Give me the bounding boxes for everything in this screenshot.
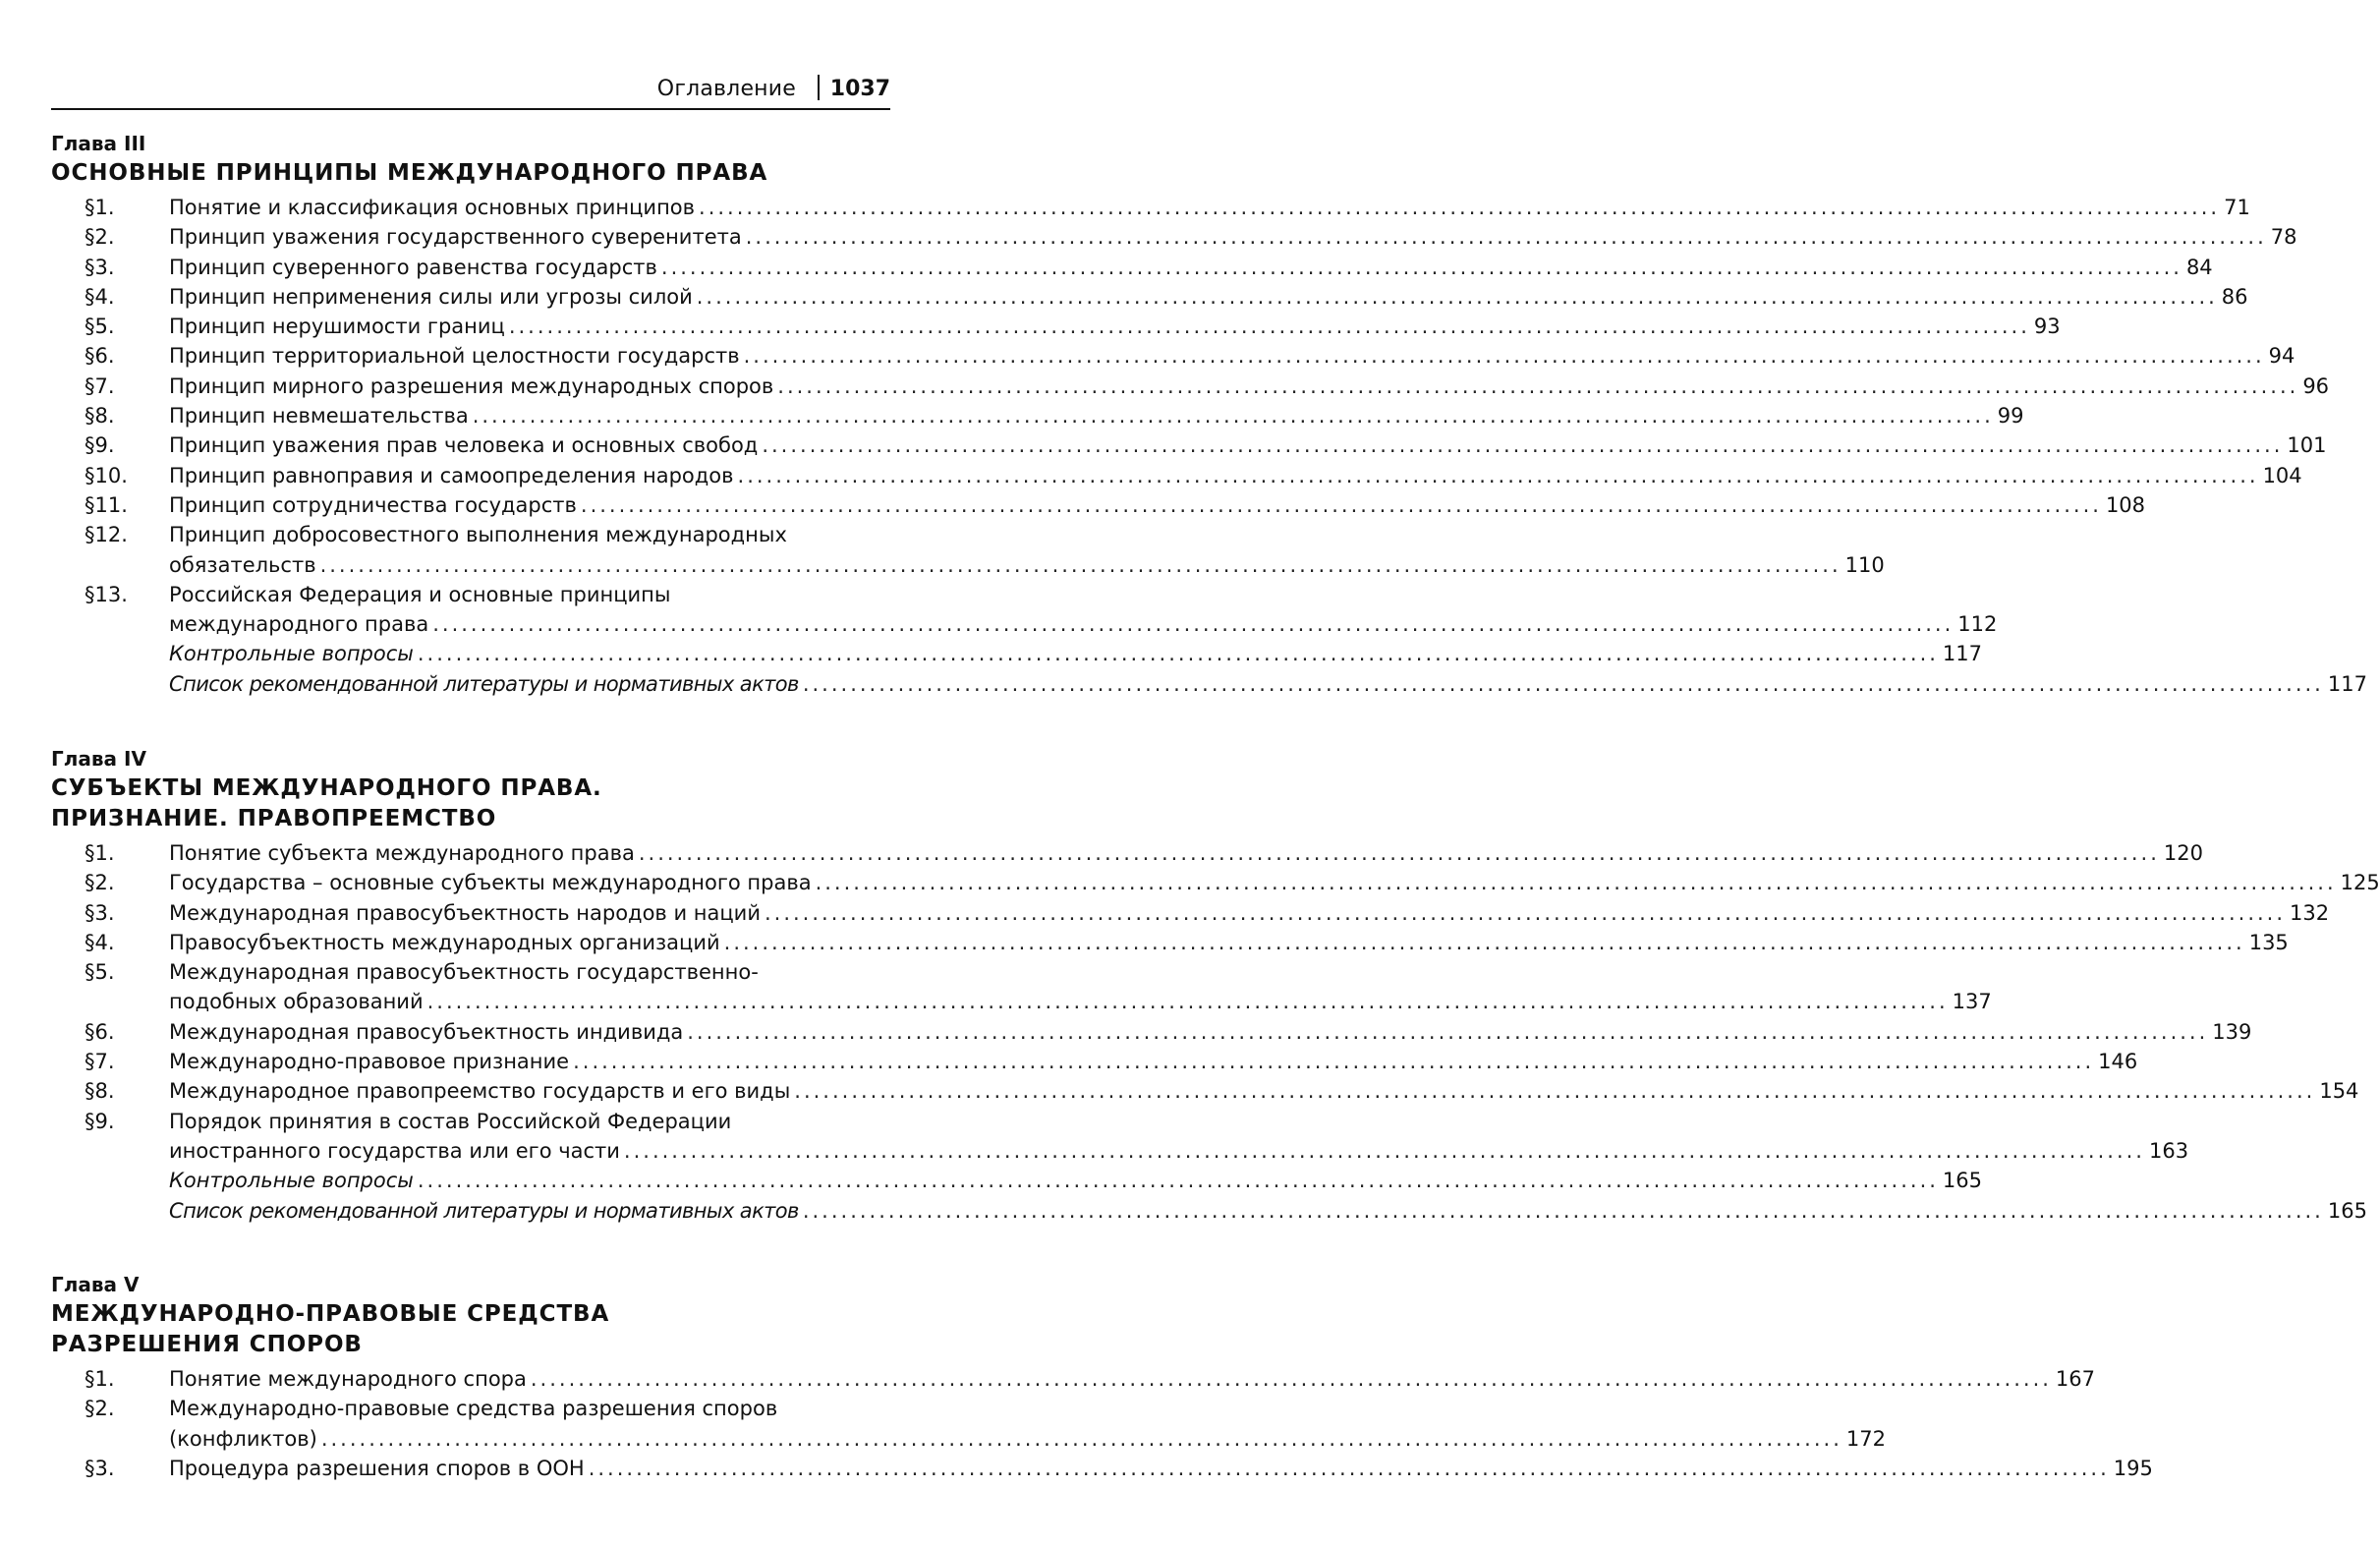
entry-last-line	[169, 312, 2061, 341]
entry-title-line: Контрольные вопросы	[169, 1169, 414, 1193]
entry-body	[169, 520, 1885, 580]
dot-leader: ................................................................................................................................................................	[508, 315, 2030, 339]
entry-title-line: Понятие субъекта международного права	[169, 841, 635, 865]
toc-entry[interactable]	[51, 430, 2327, 460]
entry-title-line: Порядок принятия в состав Российской Федерации	[169, 1109, 732, 1133]
toc-list	[51, 838, 2380, 1226]
toc-entry[interactable]	[51, 282, 2248, 312]
entry-body	[169, 1017, 2252, 1047]
page-number: 104	[2262, 463, 2302, 487]
entry-body	[169, 639, 1983, 668]
dot-leader: ................................................................................................................................................................	[815, 871, 2337, 895]
page-number: 117	[1942, 642, 1983, 666]
section-number	[51, 1166, 169, 1195]
entry-title-line: Принцип нерушимости границ	[169, 315, 505, 339]
dot-leader: ................................................................................................................................................................	[660, 255, 2182, 279]
entry-title-line: подобных образований	[169, 990, 424, 1014]
page-number: 84	[2185, 255, 2213, 279]
toc-entry[interactable]	[51, 1076, 2359, 1106]
entry-body	[169, 430, 2327, 460]
toc-entry[interactable]	[51, 1196, 2367, 1226]
chapter-title-line: МЕЖДУНАРОДНО-ПРАВОВЫЕ СРЕДСТВА	[51, 1301, 610, 1327]
dot-leader: ................................................................................................................................................................	[696, 284, 2218, 309]
entry-body	[169, 1364, 2096, 1394]
dot-leader: ................................................................................................................................................................	[417, 642, 1939, 666]
entry-body	[169, 253, 2213, 282]
section-number: §10.	[85, 463, 128, 487]
header-title: Оглавление	[656, 77, 796, 101]
entry-body	[169, 669, 2367, 699]
entry-body	[169, 1454, 2153, 1483]
page-number: 195	[2113, 1456, 2153, 1480]
section-number: §11.	[85, 492, 128, 517]
entry-title-line: Список рекомендованной литературы и нормативных актов	[169, 671, 799, 696]
page-number: 117	[2327, 671, 2367, 696]
chapter-label: Глава IV	[51, 747, 146, 771]
page-number: 71	[2224, 196, 2250, 219]
entry-body	[169, 401, 2024, 430]
section-number: §6.	[85, 1019, 115, 1044]
section-number	[51, 1196, 169, 1226]
entry-body	[169, 838, 2203, 868]
entry-title-line: Понятие и классификация основных принципов	[169, 196, 696, 219]
entry-title-line: Принцип добросовестного выполнения международных	[169, 523, 787, 547]
page-number: 99	[1997, 404, 2024, 429]
page-number: 146	[2098, 1050, 2138, 1074]
page-number: 93	[2033, 315, 2061, 339]
section-number: §4.	[85, 930, 115, 954]
page-number: 154	[2319, 1079, 2359, 1104]
dot-leader: ................................................................................................................................................................	[580, 492, 2102, 517]
entry-last-line	[169, 550, 1885, 580]
page-number: 101	[2287, 433, 2327, 458]
page-number: 108	[2105, 492, 2146, 517]
section-number: §4.	[85, 284, 115, 309]
section-number	[51, 669, 169, 699]
entry-body	[169, 1394, 1886, 1454]
entry-title-line: Процедура разрешения споров в ООН	[169, 1456, 585, 1480]
section-number: §9.	[85, 1109, 115, 1133]
toc-entry[interactable]	[51, 928, 2289, 957]
entry-last-line	[169, 1166, 1983, 1195]
section-number: §3.	[85, 255, 115, 279]
chapter-4	[51, 746, 2380, 1226]
section-number: §12.	[85, 523, 128, 547]
toc-entry[interactable]	[51, 520, 1885, 580]
toc-entry[interactable]	[51, 1394, 1886, 1454]
entry-title-line: Контрольные вопросы	[169, 642, 414, 666]
section-number: §9.	[85, 433, 115, 458]
toc-entry[interactable]	[51, 312, 2061, 341]
dot-leader: ................................................................................................................................................................	[723, 930, 2245, 954]
toc-entry[interactable]	[51, 193, 2250, 222]
entry-last-line	[169, 461, 2302, 490]
chapter-title-line: РАЗРЕШЕНИЯ СПОРОВ	[51, 1332, 363, 1357]
entry-body	[169, 372, 2330, 401]
page-number: 110	[1844, 552, 1885, 577]
dot-leader: ................................................................................................................................................................	[573, 1050, 2095, 1074]
chapter-label: Глава III	[51, 132, 146, 155]
dot-leader: ................................................................................................................................................................	[530, 1367, 2052, 1391]
toc-entry[interactable]	[51, 461, 2302, 490]
toc-entry[interactable]	[51, 490, 2146, 520]
page-number: 94	[2268, 344, 2295, 369]
entry-title-line: Понятие международного спора	[169, 1367, 527, 1391]
header-page-number: 1037	[829, 77, 890, 101]
dot-leader: ................................................................................................................................................................	[588, 1456, 2110, 1480]
entry-title-line: Принцип сотрудничества государств	[169, 492, 577, 517]
entry-title-line: иностранного государства или его части	[169, 1138, 620, 1163]
dot-leader: ................................................................................................................................................................	[802, 671, 2324, 696]
dot-leader: ................................................................................................................................................................	[743, 344, 2265, 369]
section-number: §1.	[85, 841, 115, 865]
section-number: §5.	[85, 960, 115, 985]
entry-body	[169, 957, 1992, 1017]
dot-leader: ................................................................................................................................................................	[432, 612, 1955, 637]
entry-title-line: Принцип территориальной целостности государств	[169, 344, 740, 369]
dot-leader: ................................................................................................................................................................	[319, 552, 1842, 577]
chapter-title-line: СУБЪЕКТЫ МЕЖДУНАРОДНОГО ПРАВА.	[51, 775, 602, 801]
entry-title-line: Международно-правовое признание	[169, 1050, 570, 1074]
entry-last-line	[169, 1017, 2252, 1047]
entry-body	[169, 282, 2248, 312]
toc-entry[interactable]	[51, 1364, 2096, 1394]
entry-last-line	[169, 1454, 2153, 1483]
entry-last-line	[169, 1047, 2138, 1076]
entry-last-line	[169, 639, 1983, 668]
entry-last-line	[169, 1196, 2367, 1226]
section-number: §2.	[85, 871, 115, 895]
section-number: §3.	[85, 1456, 115, 1480]
section-number: §2.	[85, 225, 115, 250]
entry-title-line: Международная правосубъектность индивида	[169, 1019, 684, 1044]
page-number: 112	[1957, 612, 1998, 637]
entry-title-line: Международное правопреемство государств и его виды	[169, 1079, 791, 1104]
dot-leader: ................................................................................................................................................................	[320, 1426, 1842, 1451]
chapter-title-line: ПРИЗНАНИЕ. ПРАВОПРЕЕМСТВО	[51, 806, 497, 831]
entry-last-line	[169, 222, 2297, 252]
page-number: 86	[2221, 284, 2248, 309]
entry-last-line	[169, 898, 2330, 928]
dot-leader: ................................................................................................................................................................	[777, 373, 2299, 398]
toc-entry[interactable]	[51, 1017, 2252, 1047]
page-number: 78	[2270, 225, 2297, 250]
section-number: §8.	[85, 1079, 115, 1104]
entry-body	[169, 1166, 1983, 1195]
entry-body	[169, 312, 2061, 341]
chapter-3	[51, 131, 2367, 699]
toc-entry[interactable]	[51, 222, 2297, 252]
toc-entry[interactable]	[51, 639, 1983, 668]
section-number: §1.	[85, 196, 115, 219]
section-number: §2.	[85, 1397, 115, 1421]
entry-last-line	[169, 282, 2248, 312]
entry-last-line	[169, 669, 2367, 699]
toc-entry[interactable]	[51, 253, 2213, 282]
entry-last-line	[169, 838, 2203, 868]
entry-last-line	[169, 987, 1992, 1016]
dot-leader: ................................................................................................................................................................	[745, 225, 2267, 250]
section-number: §8.	[85, 404, 115, 429]
entry-title-line: Международная правосубъектность народов и наций	[169, 900, 761, 925]
entry-body	[169, 490, 2146, 520]
chapter-label: Глава V	[51, 1273, 140, 1296]
entry-last-line	[169, 1136, 2189, 1166]
toc-entry[interactable]	[51, 669, 2367, 699]
toc-list	[51, 193, 2367, 699]
entry-last-line	[169, 341, 2295, 371]
page-number: 165	[2327, 1198, 2367, 1223]
section-number: §7.	[85, 1050, 115, 1074]
dot-leader: ................................................................................................................................................................	[472, 404, 1994, 429]
toc-entry[interactable]	[51, 1454, 2153, 1483]
page-number: 132	[2290, 900, 2330, 925]
dot-leader: ................................................................................................................................................................	[687, 1019, 2209, 1044]
dot-leader: ................................................................................................................................................................	[417, 1169, 1939, 1193]
entry-title-line: Принцип мирного разрешения международных споров	[169, 373, 774, 398]
toc-entry[interactable]	[51, 372, 2330, 401]
page-number: 172	[1845, 1426, 1886, 1451]
dot-leader: ................................................................................................................................................................	[762, 433, 2284, 458]
dot-leader: ................................................................................................................................................................	[764, 900, 2287, 925]
entry-last-line	[169, 1076, 2359, 1106]
entry-last-line	[169, 193, 2250, 222]
entry-last-line	[169, 430, 2327, 460]
dot-leader: ................................................................................................................................................................	[426, 990, 1949, 1014]
entry-title-line: (конфликтов)	[169, 1426, 317, 1451]
entry-body	[169, 461, 2302, 490]
entry-title-line: Международно-правовые средства разрешения споров	[169, 1397, 778, 1421]
entry-title-line: Принцип равноправия и самоопределения народов	[169, 463, 734, 487]
dot-leader: ................................................................................................................................................................	[638, 841, 2160, 865]
entry-title-line: Список рекомендованной литературы и нормативных актов	[169, 1198, 799, 1223]
page-number: 137	[1952, 990, 1992, 1014]
entry-body	[169, 1047, 2138, 1076]
entry-body	[169, 898, 2330, 928]
entry-body	[169, 928, 2289, 957]
page-number: 96	[2302, 373, 2330, 398]
dot-leader: ................................................................................................................................................................	[737, 463, 2259, 487]
section-number: §5.	[85, 315, 115, 339]
dot-leader: ................................................................................................................................................................	[794, 1079, 2316, 1104]
entry-body	[169, 580, 1998, 640]
page-number: 163	[2148, 1138, 2189, 1163]
entry-body	[169, 341, 2295, 371]
chapter-5	[51, 1272, 2153, 1483]
toc-entry[interactable]	[51, 1107, 2189, 1167]
entry-last-line	[169, 401, 2024, 430]
entry-title-line: Принцип уважения прав человека и основных свобод	[169, 433, 759, 458]
entry-title-line: Международная правосубъектность государственно-	[169, 960, 759, 985]
entry-last-line	[169, 928, 2289, 957]
entry-title-line: обязательств	[169, 552, 316, 577]
header-separator	[818, 75, 820, 100]
dot-leader: ................................................................................................................................................................	[699, 196, 2221, 219]
entry-body	[169, 868, 2380, 897]
entry-last-line	[169, 1364, 2096, 1394]
entry-last-line	[169, 253, 2213, 282]
toc-entry[interactable]	[51, 1047, 2138, 1076]
section-number: §1.	[85, 1367, 115, 1391]
entry-title-line: международного права	[169, 612, 429, 637]
toc-entry[interactable]	[51, 838, 2203, 868]
page-number: 120	[2163, 841, 2203, 865]
section-number: §6.	[85, 344, 115, 369]
entry-body	[169, 1196, 2367, 1226]
section-number: §13.	[85, 582, 128, 606]
entry-title-line: Государства – основные субъекты международного права	[169, 871, 812, 895]
entry-body	[169, 1076, 2359, 1106]
entry-last-line	[169, 372, 2330, 401]
chapter-title	[51, 158, 890, 189]
entry-title-line: Принцип неприменения силы или угрозы силой	[169, 284, 693, 309]
entry-body	[169, 222, 2297, 252]
toc-entry[interactable]	[51, 341, 2295, 371]
page-number: 125	[2340, 871, 2380, 895]
toc-list	[51, 1364, 2153, 1483]
chapter-title-line: ОСНОВНЫЕ ПРИНЦИПЫ МЕЖДУНАРОДНОГО ПРАВА	[51, 160, 768, 186]
entry-last-line	[169, 609, 1998, 639]
section-number	[51, 639, 169, 668]
toc-entry[interactable]	[51, 1166, 1983, 1195]
entry-title-line: Принцип суверенного равенства государств	[169, 255, 657, 279]
page-number: 135	[2248, 930, 2289, 954]
chapter-title	[51, 773, 890, 834]
section-number: §7.	[85, 373, 115, 398]
entry-body	[169, 193, 2250, 222]
dot-leader: ................................................................................................................................................................	[802, 1198, 2324, 1223]
running-header	[51, 69, 890, 110]
page-number: 167	[2055, 1367, 2096, 1391]
chapter-title	[51, 1299, 890, 1360]
entry-title-line: Российская Федерация и основные принципы	[169, 582, 671, 606]
page-number: 139	[2212, 1019, 2252, 1044]
entry-title-line: Принцип уважения государственного суверенитета	[169, 225, 742, 250]
entry-title-line: Принцип невмешательства	[169, 404, 469, 429]
toc-entry[interactable]	[51, 957, 1992, 1017]
toc-entry[interactable]	[51, 898, 2330, 928]
entry-last-line	[169, 490, 2146, 520]
toc-entry[interactable]	[51, 868, 2380, 897]
section-number: §3.	[85, 900, 115, 925]
entry-last-line	[169, 868, 2380, 897]
entry-last-line	[169, 1424, 1886, 1454]
entry-body	[169, 1107, 2189, 1167]
page-number: 165	[1942, 1169, 1983, 1193]
toc-entry[interactable]	[51, 580, 1998, 640]
dot-leader: ................................................................................................................................................................	[623, 1138, 2145, 1163]
entry-title-line: Правосубъектность международных организаций	[169, 930, 720, 954]
toc-entry[interactable]	[51, 401, 2024, 430]
